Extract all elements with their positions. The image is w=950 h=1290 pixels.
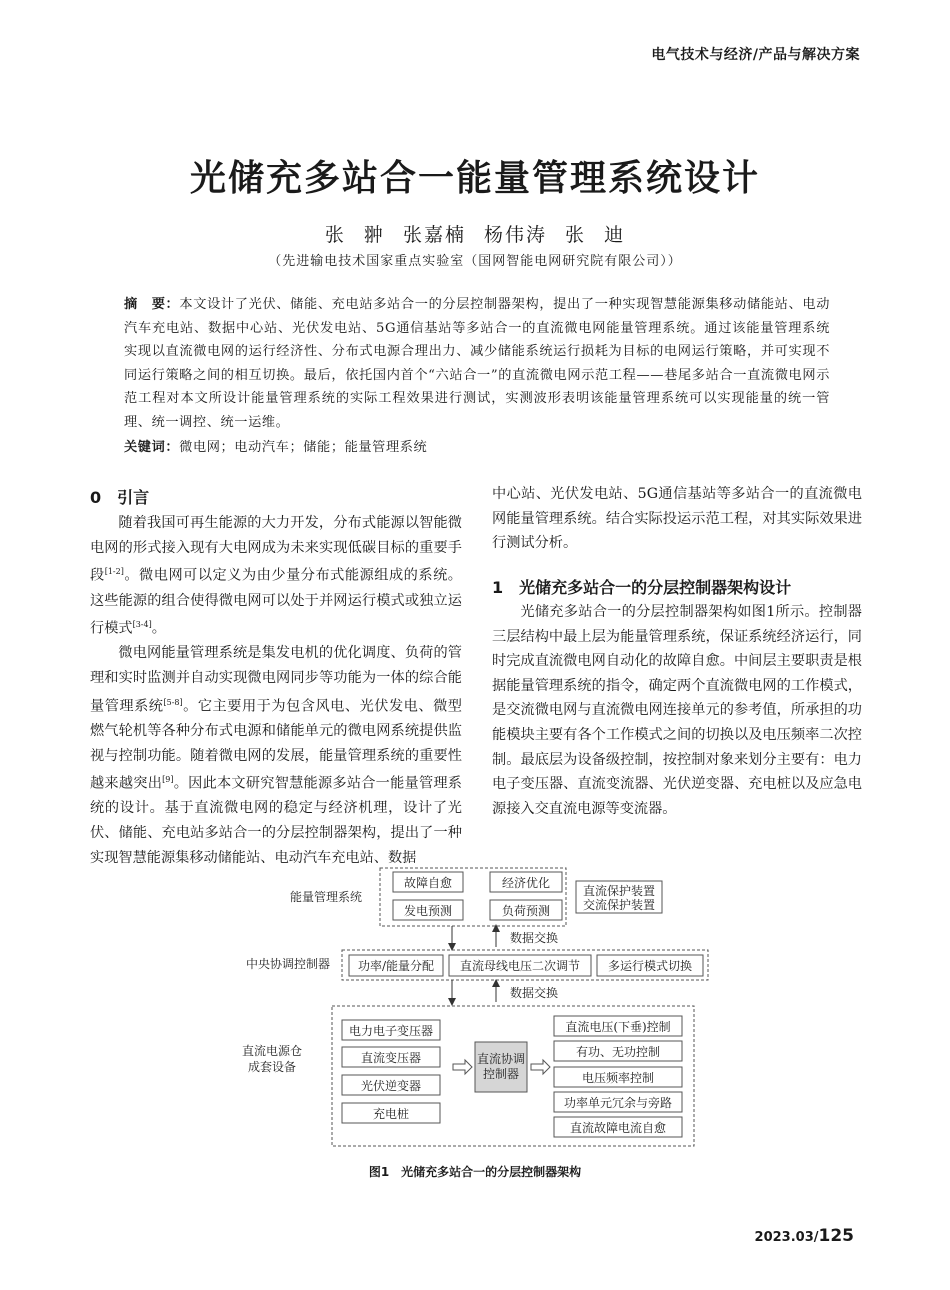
coord-label-1: 直流协调 [476,1052,526,1066]
page-footer [755,1226,854,1246]
device-pet-label: 电力电子变压器 [348,1024,434,1038]
architecture-diagram [220,864,740,1154]
issue-number: 2023.03/ [754,1230,819,1245]
function-pq-label: 有功、无功控制 [575,1045,661,1059]
intro-paragraph-1: 随着我国可再生能源的大力开发，分布式能源以智能微电网的形式接入现有大电网成为未来实现低碳目标的重要手段[1-2]。微电网可以定义为由少量分布式能源组成的系统。这些能源的组合使得微电网可以处于并网运行模式或独立运行模式[3-4]。 [90,515,462,637]
citation: [1-2] [104,567,124,577]
bottom-layer-label-2: 成套设备 [248,1060,297,1074]
top-box-fault-label: 故障自愈 [403,876,453,890]
protection-dc-label: 直流保护装置 [582,884,656,898]
abstract-label: 摘 要： [124,297,180,312]
mid-box-power-label: 功率/能量分配 [357,959,435,973]
function-droop-label: 直流电压(下垂)控制 [565,1020,671,1034]
intro-paragraph-2: 微电网能量管理系统是集发电机的优化调度、负荷的管理和实时监测并自动实现微电网同步等功能为一体的综合能量管理系统[5-8]。它主要用于为包含风电、光伏发电、微型燃气轮机等各种分布式电源和储能单元的微电网系统提供监视与控制功能。随着微电网的发展，能量管理系统的重要性越来越突出[9]。因此本文研究智慧能源多站合一能量管理系统的设计。基于直流微电网的稳定与经济机理，设计了光伏、储能、充电站多站合一的分层控制器架构，提出了一种实现智慧能源集移动储能站、电动汽车充电站、数据 [90,645,462,866]
figure-caption: 图1 光储充多站合一的分层控制器架构 [368,1165,582,1179]
coord-label-2: 控制器 [482,1067,520,1081]
paper-title: 光储充多站合一能量管理系统设计 [189,158,760,199]
right-arrow-icon [531,1060,550,1074]
device-charger-label: 充电桩 [372,1107,410,1121]
intro-paragraph-2-continued: 中心站、光伏发电站、5G通信基站等多站合一的直流微电网能量管理系统。结合实际投运示范工程，对其实际效果进行测试分析。 [492,486,862,552]
mid-box-voltage-label: 直流母线电压二次调节 [459,959,581,973]
function-redundancy-label: 功率单元冗余与旁路 [563,1096,673,1110]
citation: [9] [162,775,174,785]
journal-header: 电气技术与经济/产品与解决方案 [651,47,860,63]
protection-ac-label: 交流保护装置 [582,898,656,912]
mid-box-mode-label: 多运行模式切换 [607,959,693,973]
right-column-top [492,482,862,556]
affiliation: （先进输电技术国家重点实验室（国网智能电网研究院有限公司）） [268,254,682,269]
top-box-load-label: 负荷预测 [501,904,551,918]
section-1-heading: 1 光储充多站合一的分层控制器架构设计 [492,578,792,597]
top-box-gen-label: 发电预测 [403,904,453,918]
section-0-heading: 0 引言 [90,488,150,507]
section-1-paragraph: 光储充多站合一的分层控制器架构如图1所示。控制器三层结构中最上层为能量管理系统，保证系统经济运行，同时完成直流微电网自动化的故障自愈。中间层主要职责是根据能量管理系统的指令，确定两个直流微电网的工作模式，是交流微电网与直流微电网连接单元的参考值，所承担的功能模块主要有各个工作模式之间的切换以及电压频率二次控制。最底层为设备级控制，按控制对象来划分主要有：电力电子变压器、直流变流器、光伏逆变器、充电桩以及应急电源接入交直流电源等变流器。 [492,604,862,817]
top-box-econ-label: 经济优化 [501,876,551,890]
device-pv-inverter-label: 光伏逆变器 [360,1079,422,1093]
keywords [124,436,830,455]
top-layer-label: 能量管理系统 [290,890,363,904]
exchange-label-1: 数据交换 [510,931,559,945]
function-vf-label: 电压频率控制 [581,1071,655,1085]
abstract-text: 本文设计了光伏、储能、充电站多站合一的分层控制器架构，提出了一种实现智慧能源集移动储能站、电动汽车充电站、数据中心站、光伏发电站、5G通信基站等多站合一的直流微电网能量管理系统。通过该能量管理系统实现以直流微电网的运行经济性、分布式电源合理出力、减少储能系统运行损耗为目标的电网运行策略，并可实现不同运行策略之间的相互切换。最后，依托国内首个“六站合一”的直流微电网示范工程——巷尾多站合一直流微电网示范工程对本文所设计能量管理系统的实际工程效果进行测试，实测波形表明该能量管理系统可以实现能量的统一管理、统一调控、统一运维。 [124,297,831,430]
page-number: 125 [818,1226,854,1246]
citation: [3-4] [132,620,152,630]
function-fault-heal-label: 直流故障电流自愈 [569,1121,667,1135]
citation: [5-8] [163,697,183,707]
bottom-layer-label-1: 直流电源仓 [242,1044,303,1058]
right-column-body [492,600,862,821]
keywords-label: 关键词： [124,440,180,455]
exchange-label-2: 数据交换 [510,986,559,1000]
authors: 张 翀 张嘉楠 杨伟涛 张 迪 [324,224,626,246]
right-arrow-icon [453,1060,472,1074]
left-column [90,511,462,870]
keywords-text: 微电网；电动汽车；储能；能量管理系统 [179,440,428,455]
abstract [124,293,830,435]
device-dc-transformer-label: 直流变压器 [360,1051,422,1065]
mid-layer-label: 中央协调控制器 [246,957,331,971]
